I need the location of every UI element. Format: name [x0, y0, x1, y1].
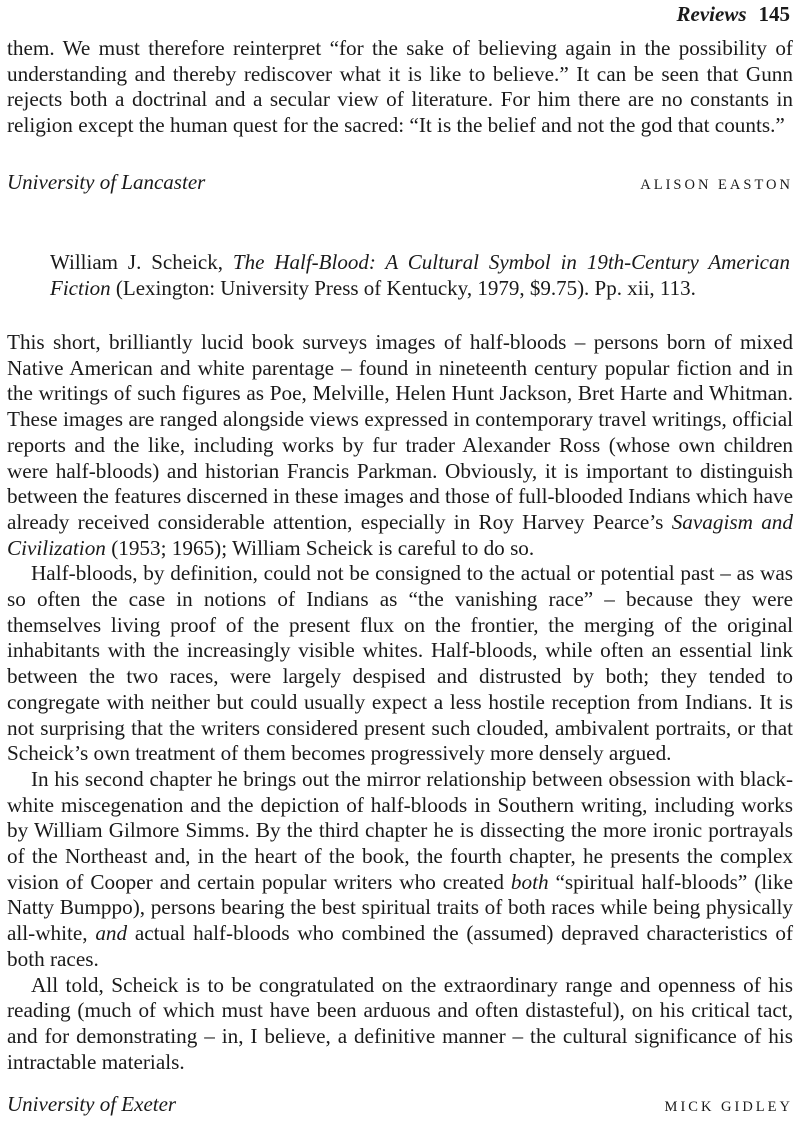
page-number: 145	[758, 2, 790, 26]
reviewer-name: MICK GIDLEY	[664, 1099, 793, 1115]
review-body	[7, 330, 793, 1075]
previous-review-paragraph: them. We must therefore reinterpret “for the sake of believing again in the possibility of understanding and thereby rediscover what it is like to believe.” It can be seen that Gunn rejects both a doctrinal and a secular view of literature. For him there are no constants in religion except the human quest for the sacred: “It is the belief and not the god that counts.”	[7, 36, 793, 138]
review-signature	[7, 1092, 793, 1117]
running-head	[677, 2, 790, 27]
review-paragraph-3: In his second chapter he brings out the mirror relationship between obsession with black-white miscegenation and the depiction of half-bloods in Southern writing, including works by William Gilmore Simms. By the third chapter he is dissecting the more ironic portrayals of the Northeast and, in the heart of the book, the fourth chapter, he presents the complex vision of Cooper and certain popular writers who created both “spiritual half-bloods” (like Natty Bumppo), persons bearing the best spiritual traits of both races while being physically all-white, and actual half-bloods who combined the (assumed) depraved characteristics of both races.	[7, 766, 794, 971]
book-citation	[50, 250, 790, 301]
previous-review-ending	[7, 36, 793, 139]
reviewer-institution: University of Exeter	[7, 1092, 177, 1116]
reviewer-name: ALISON EASTON	[640, 177, 793, 193]
review-paragraph-1: This short, brilliantly lucid book surveys images of half-bloods – persons born of mixed Native American and white parentage – found in nineteenth century popular fiction and in the writings of such figures as Poe, Melville, Helen Hunt Jackson, Bret Harte and Whitman. These images are ranged alongside views expressed in contemporary travel writings, official reports and the like, including works by fur trader Alexander Ross (whose own children were half-bloods) and historian Francis Parkman. Obviously, it is important to distinguish between the features discerned in these images and those of full-blooded Indians which have already received considerable attention, especially in Roy Harvey Pearce’s Savagism and Civilization (1953; 1965); William Scheick is careful to do so.	[7, 330, 793, 560]
book-author: William J. Scheick,	[50, 250, 223, 274]
section-title: Reviews	[676, 2, 747, 26]
book-publication: (Lexington: University Press of Kentucky, 1979, $9.75). Pp. xii, 113.	[115, 275, 696, 300]
book-reference: Savagism and Civilization	[7, 509, 793, 560]
previous-review-signature	[7, 170, 793, 195]
book-title: The Half-Blood: A Cultural Symbol in 19th-Century American Fiction	[50, 250, 791, 300]
review-paragraph-2: Half-bloods, by definition, could not be consigned to the actual or potential past – as was so often the case in notions of Indians as “the vanishing race” – because they were themselves living proof of the present flux on the frontier, the merging of the original inhabitants with the increasingly visible whites. Half-bloods, while often an essential link between the two races, were largely despised and distrusted by both; they tended to congregate with neither but could usually expect a less hostile reception from Indians. It is not surprising that the writers considered present such clouded, ambivalent portraits, or that Scheick’s own treatment of them becomes progressively more densely argued.	[7, 561, 793, 766]
reviewer-institution: University of Lancaster	[7, 170, 206, 194]
review-paragraph-4: All told, Scheick is to be congratulated on the extraordinary range and openness of his reading (much of which must have been arduous and often distasteful), on his critical tact, and for demonstrating – in, I believe, a definitive manner – the cultural significance of his intractable materials.	[7, 972, 793, 1074]
